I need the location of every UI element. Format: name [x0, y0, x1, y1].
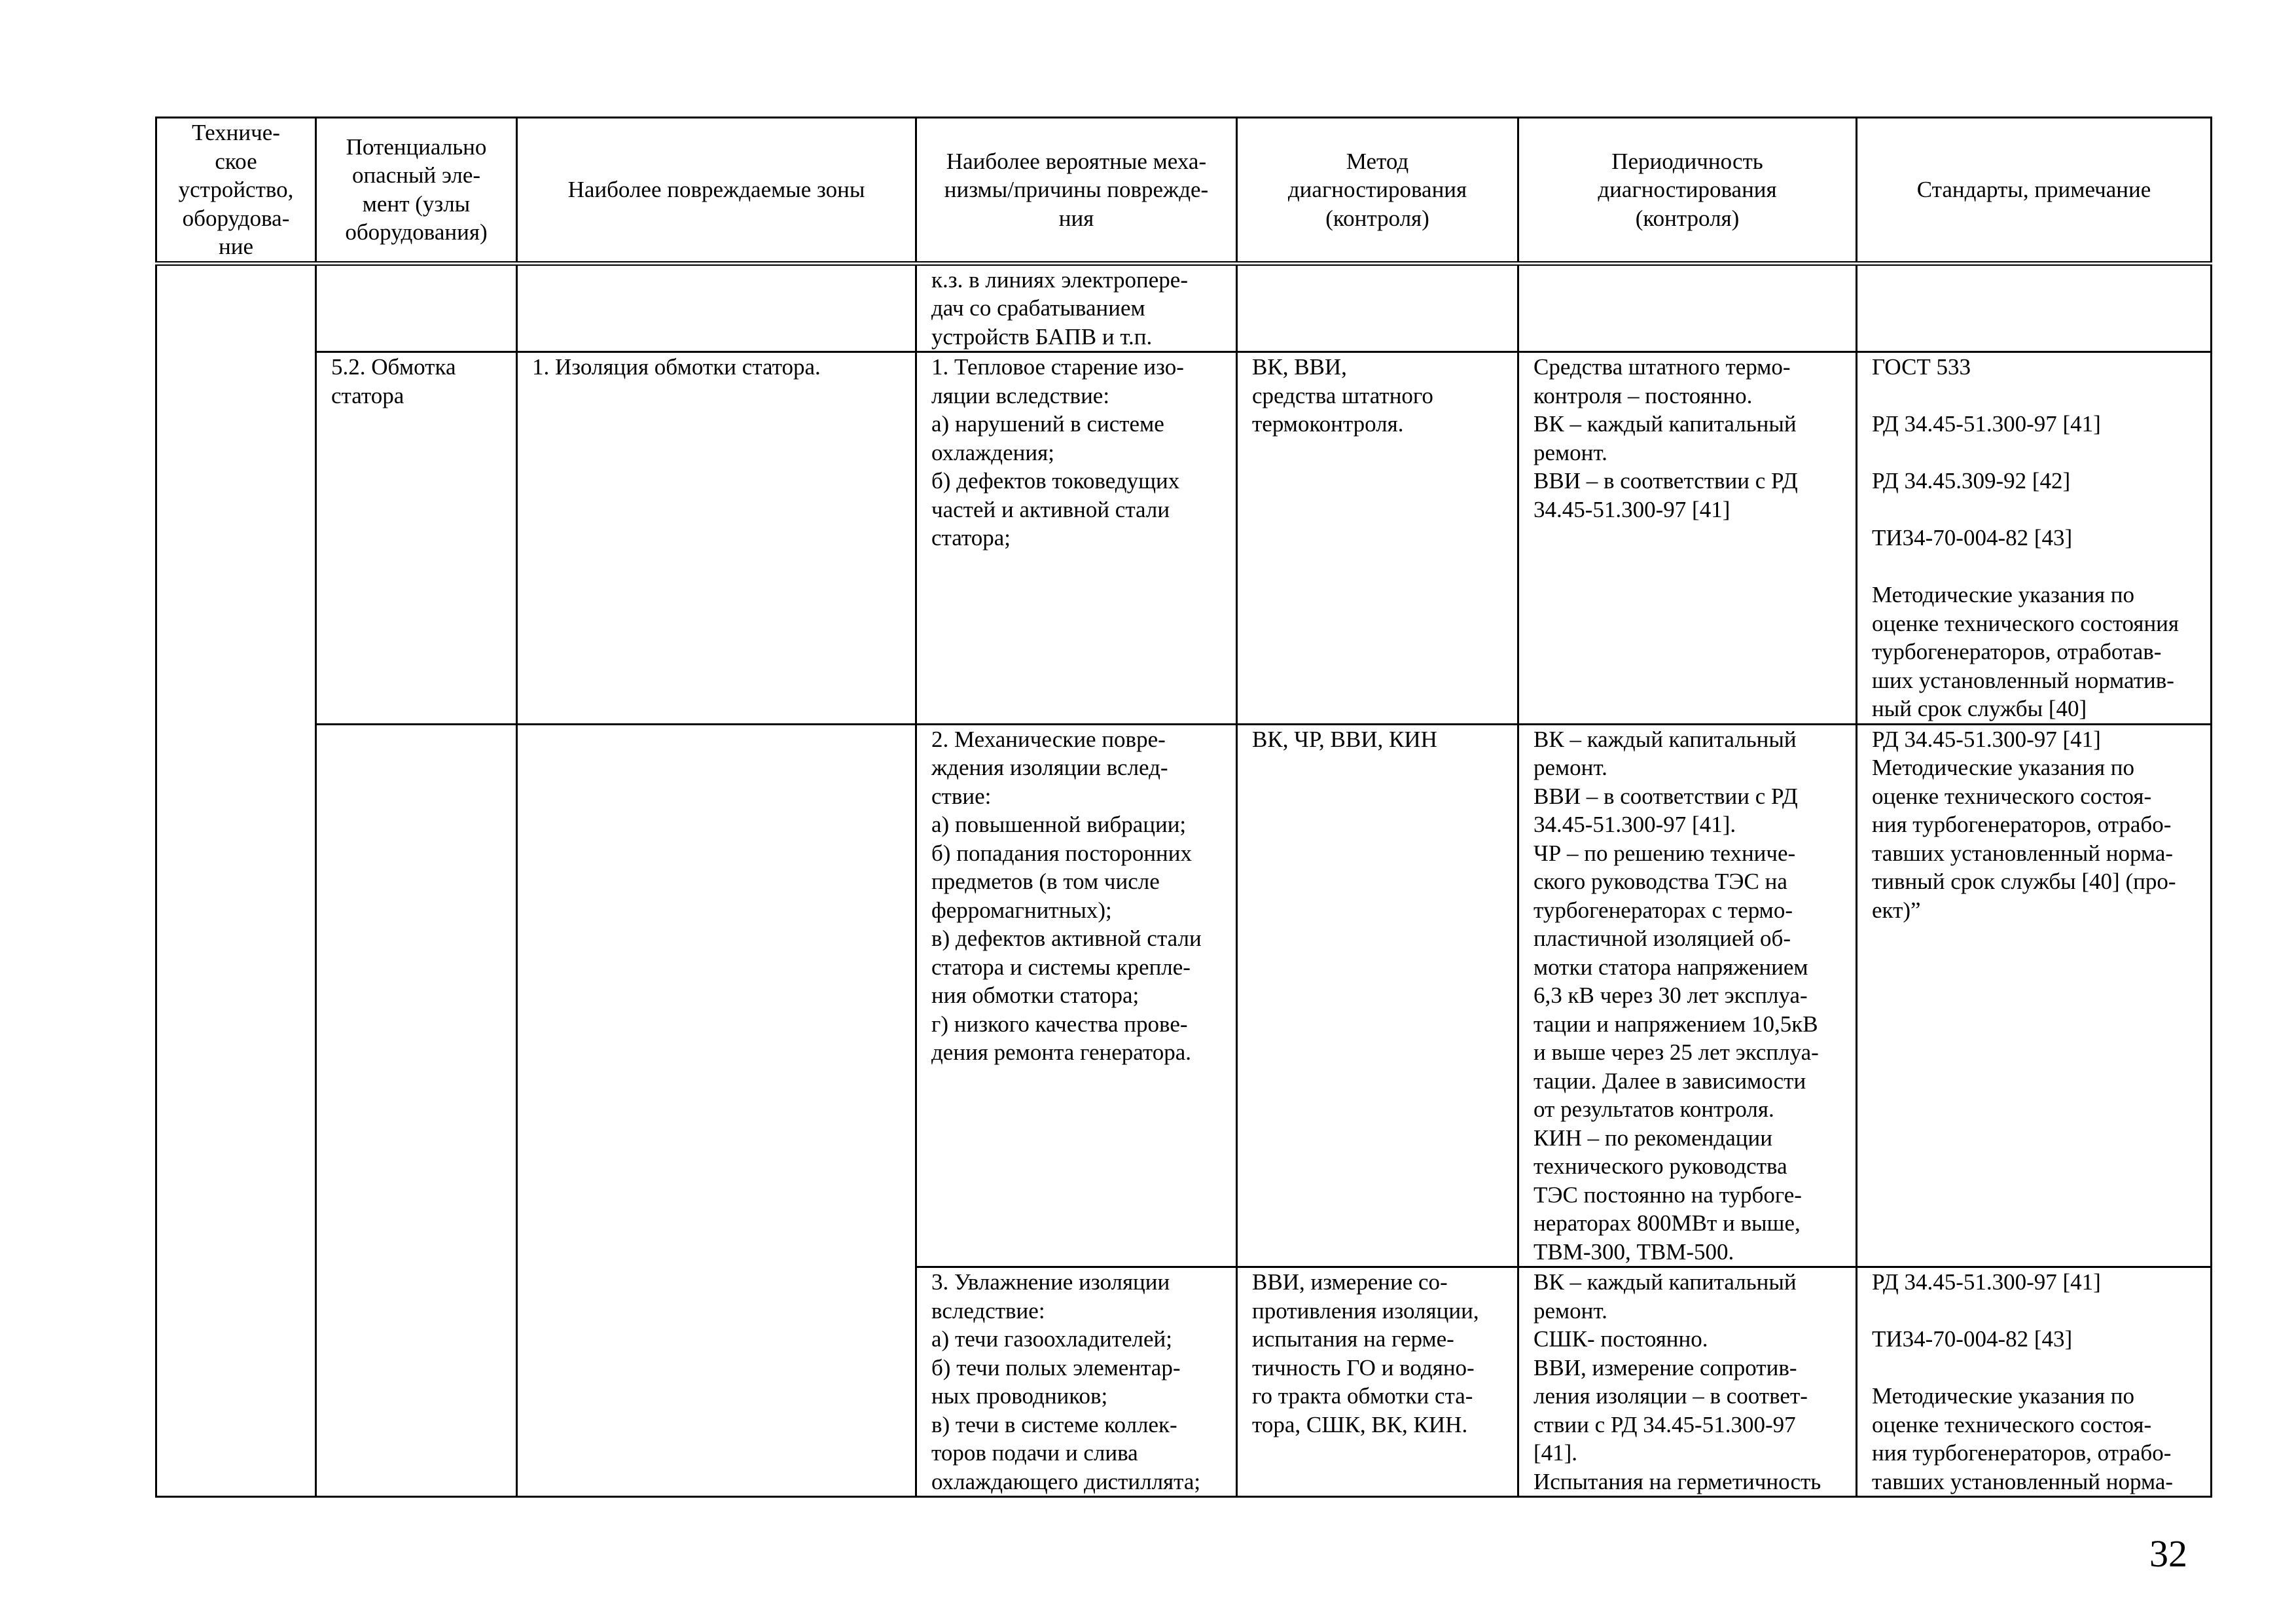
periodicity-cell: ВК – каждый капитальный ремонт. ВВИ – в соответствии с РД 34.45-51.300-97 [41]. ЧР – по решению техниче- ского руководства ТЭС на турбогенераторах с термо- пластичной изоляцией об- мотки статора напряжением 6,3 кВ через 30 лет эксплуа- тации и напряжением 10,5кВ и выше через 25 лет эксплуа- тации. Далее в зависимости от результатов контроля. КИН – по рекомендации технического руководства ТЭС постоянно на турбоге- нераторах 800МВт и выше, ТВМ-300, ТВМ-500. [1518, 724, 1857, 1267]
page-number: 32 [2149, 1532, 2187, 1575]
element-cell [316, 724, 517, 1497]
periodicity-cell: Средства штатного термо- контроля – постоянно. ВК – каждый капитальный ремонт. ВВИ – в соответствии с РД 34.45-51.300-97 [41] [1518, 352, 1857, 725]
table-row [156, 724, 2212, 1267]
header-mechanisms: Наиболее вероятные меха- низмы/причины поврежде- ния [916, 118, 1237, 264]
method-cell: ВК, ВВИ, средства штатного термоконтроля. [1237, 352, 1518, 725]
method-cell [1237, 263, 1518, 352]
standard-ref: ГОСТ 533 [1872, 354, 1971, 380]
standards-cell [1857, 1267, 2212, 1497]
element-cell: 5.2. Обмотка статора [316, 352, 517, 725]
table-row [156, 352, 2212, 725]
standard-ref: РД 34.45.309-92 [42] [1872, 468, 2071, 494]
standards-cell [1857, 352, 2212, 725]
element-cell [316, 263, 517, 352]
method-cell: ВК, ЧР, ВВИ, КИН [1237, 724, 1518, 1267]
header-device: Техниче- ское устройство, оборудова- ние [156, 118, 316, 264]
header-method: Метод диагностирования (контроля) [1237, 118, 1518, 264]
zone-cell [517, 724, 916, 1497]
standard-ref: РД 34.45-51.300-97 [41] [1872, 1269, 2101, 1295]
standard-ref: Методические указания по оценке технического состояния турбогенераторов, отработав- ших установленный норматив- ный срок службы [40] [1872, 582, 2179, 721]
mechanism-cell: 2. Механические повре- ждения изоляции вслед- ствие: а) повышенной вибрации; б) попадания посторонних предметов (в том числе ферромагнитных); в) дефектов активной стали статора и системы крепле- ния обмотки статора; г) низкого качества прове- дения ремонта генератора. [916, 724, 1237, 1267]
standard-ref: Методические указания по оценке технического состоя- ния турбогенераторов, отрабо- тавших установленный норма- [1872, 1383, 2174, 1494]
standard-ref: ТИ34-70-004-82 [43] [1872, 1326, 2073, 1352]
zone-cell [517, 263, 916, 352]
mechanism-cell: 3. Увлажнение изоляции вследствие: а) течи газоохладителей; б) течи полых элементар- ных проводников; в) течи в системе коллек- торов подачи и слива охлаждающего дистиллята; [916, 1267, 1237, 1497]
mechanism-cell: 1. Тепловое старение изо- ляции вследствие: а) нарушений в системе охлаждения; б) дефектов токоведущих частей и активной стали статора; [916, 352, 1237, 725]
mechanism-cell: к.з. в линиях электропере- дач со срабатыванием устройств БАПВ и т.п. [916, 263, 1237, 352]
standards-cell: РД 34.45-51.300-97 [41] Методические указания по оценке технического состоя- ния турбогенераторов, отрабо- тавших установленный норма- тивный срок службы [40] (про- ект)” [1857, 724, 2212, 1267]
periodicity-cell [1518, 263, 1857, 352]
device-cell [156, 263, 316, 1497]
standard-ref: ТИ34-70-004-82 [43] [1872, 525, 2073, 550]
header-element: Потенциально опасный эле- мент (узлы оборудования) [316, 118, 517, 264]
method-cell: ВВИ, измерение со- противления изоляции, испытания на герме- тичность ГО и водяно- го тракта обмотки ста- тора, СШК, ВК, КИН. [1237, 1267, 1518, 1497]
standards-cell [1857, 263, 2212, 352]
header-zones: Наиболее повреждаемые зоны [517, 118, 916, 264]
requirements-table [155, 117, 2212, 1498]
table-header-row [156, 118, 2212, 264]
zone-cell: 1. Изоляция обмотки статора. [517, 352, 916, 725]
header-standards: Стандарты, примечание [1857, 118, 2212, 264]
table-row [156, 263, 2212, 352]
header-periodicity: Периодичность диагностирования (контроля) [1518, 118, 1857, 264]
periodicity-cell: ВК – каждый капитальный ремонт. СШК- постоянно. ВВИ, измерение сопротив- ления изоляции – в соответ- ствии с РД 34.45-51.300-97 [41]. Испытания на герметичность [1518, 1267, 1857, 1497]
standard-ref: РД 34.45-51.300-97 [41] [1872, 411, 2101, 437]
